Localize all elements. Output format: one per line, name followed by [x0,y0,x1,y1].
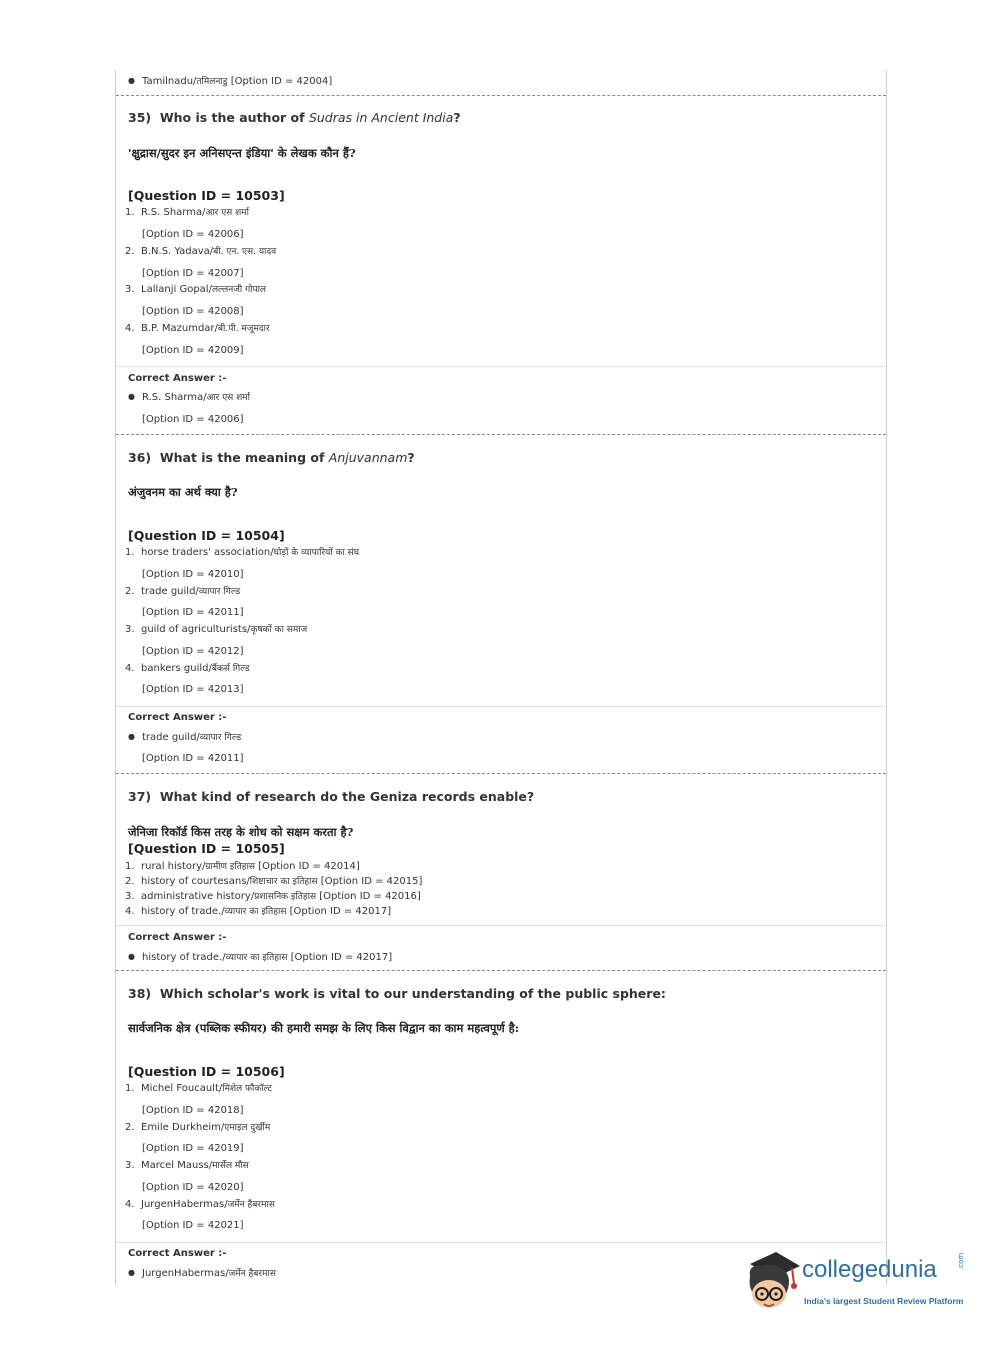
correct-answer: ● history of trade./व्यापार का इतिहास [Option ID = 42017] [128,952,393,963]
option-4: 4. JurgenHabermas/जर्मेन हैबरमास [125,1199,275,1210]
option-2: 2. history of courtesans/शिष्टाचार का इतिहास [Option ID = 42015] [125,876,423,887]
collegedunia-logo [742,1250,972,1320]
question-id: [Question ID = 10505] [128,841,285,856]
option-id: [Option ID = 42006] [142,229,244,240]
question-hindi: जेनिजा रिकॉर्ड किस तरह के शोध को सक्षम करता है? [128,825,354,839]
correct-answer-label: Correct Answer :- [128,373,227,384]
option-1: 1. Michel Foucault/मिशेल फौकॉल्ट [125,1083,273,1094]
logo-domain: .com [957,1252,965,1270]
bullet-icon: ● [128,76,135,85]
question-id: [Question ID = 10506] [128,1064,285,1079]
question-title: 36) What is the meaning of Anjuvannam? [128,450,415,465]
correct-answer-label: Correct Answer :- [128,932,227,943]
question-title: 35) Who is the author of Sudras in Ancient India? [128,110,461,125]
correct-answer: ● R.S. Sharma/आर एस शर्मा [128,392,250,403]
option-id: [Option ID = 42010] [142,569,244,580]
option-3: 3. administrative history/प्रशासनिक इतिहास [Option ID = 42016] [125,891,421,902]
option-4: 4. bankers guild/बैंकर्स गिल्ड [125,663,250,674]
option-1: 1. R.S. Sharma/आर एस शर्मा [125,207,249,218]
mascot-icon [742,1250,802,1316]
option-3: 3. Marcel Mauss/मार्सेल मौस [125,1160,249,1171]
logo-tagline: India's largest Student Review Platform [804,1296,964,1306]
question-hindi: 'क्षुद्रास/सुदर इन अनिसएन्त इंडिया' के लेखक कौन हैं? [128,146,356,160]
question-id: [Question ID = 10503] [128,188,285,203]
divider [116,366,886,367]
question-title: 38) Which scholar's work is vital to our understanding of the public sphere: [128,986,666,1001]
option-2: 2. Emile Durkheim/एमाइल दुर्खीम [125,1122,271,1133]
option-1: 1. horse traders' association/घोड़ों के व्यापारियों का संघ [125,547,360,558]
bullet-icon: ● [128,392,135,401]
option-id: [Option ID = 42018] [142,1105,244,1116]
option-id: [Option ID = 42011] [142,753,244,764]
correct-answer-label: Correct Answer :- [128,1248,227,1259]
option-4: 4. history of trade./व्यापार का इतिहास [Option ID = 42017] [125,906,392,917]
option-id: [Option ID = 42007] [142,268,244,279]
option-3: 3. Lallanji Gopal/लल्लनजी गोपाल [125,284,267,295]
option-id: [Option ID = 42013] [142,684,244,695]
correct-answer-label: Correct Answer :- [128,712,227,723]
bullet-icon: ● [128,732,135,741]
divider [116,1242,886,1243]
option-4: 4. B.P. Mazumdar/बी.पी. मजूमदार [125,323,270,334]
correct-answer: ● trade guild/व्यापार गिल्ड [128,732,242,743]
option-2: 2. trade guild/व्यापार गिल्ड [125,586,241,597]
bullet-icon: ● [128,952,135,961]
question-hindi: सार्वजनिक क्षेत्र (पब्लिक स्फीयर) की हमारी समझ के लिए किस विद्वान का काम महत्वपूर्ण है: [128,1021,520,1035]
option-id: [Option ID = 42006] [142,414,244,425]
answer-item: ● Tamilnadu/तमिलनाडु [Option ID = 42004] [128,76,333,87]
question-hindi: अंजुवनम का अर्थ क्या है? [128,485,238,499]
question-title: 37) What kind of research do the Geniza records enable? [128,789,535,804]
option-3: 3. guild of agriculturists/कृषकों का समाज [125,624,308,635]
option-id: [Option ID = 42011] [142,607,244,618]
option-id: [Option ID = 42008] [142,306,244,317]
section-divider [116,773,886,774]
question-id: [Question ID = 10504] [128,528,285,543]
divider [116,706,886,707]
option-id: [Option ID = 42012] [142,646,244,657]
correct-answer: ● JurgenHabermas/जर्मेन हैबरमास [128,1268,276,1279]
divider [116,925,886,926]
bullet-icon: ● [128,1268,135,1277]
option-id: [Option ID = 42021] [142,1220,244,1231]
option-2: 2. B.N.S. Yadava/बी. एन. एस. यादव [125,246,277,257]
section-divider [116,434,886,435]
question-paper-page [115,70,887,1285]
option-id: [Option ID = 42020] [142,1182,244,1193]
option-1: 1. rural history/ग्रामीण इतिहास [Option ID = 42014] [125,861,360,872]
section-divider [116,970,886,971]
section-divider [116,95,886,96]
logo-wordmark: collegedunia [802,1256,937,1283]
option-id: [Option ID = 42019] [142,1143,244,1154]
option-id: [Option ID = 42009] [142,345,244,356]
